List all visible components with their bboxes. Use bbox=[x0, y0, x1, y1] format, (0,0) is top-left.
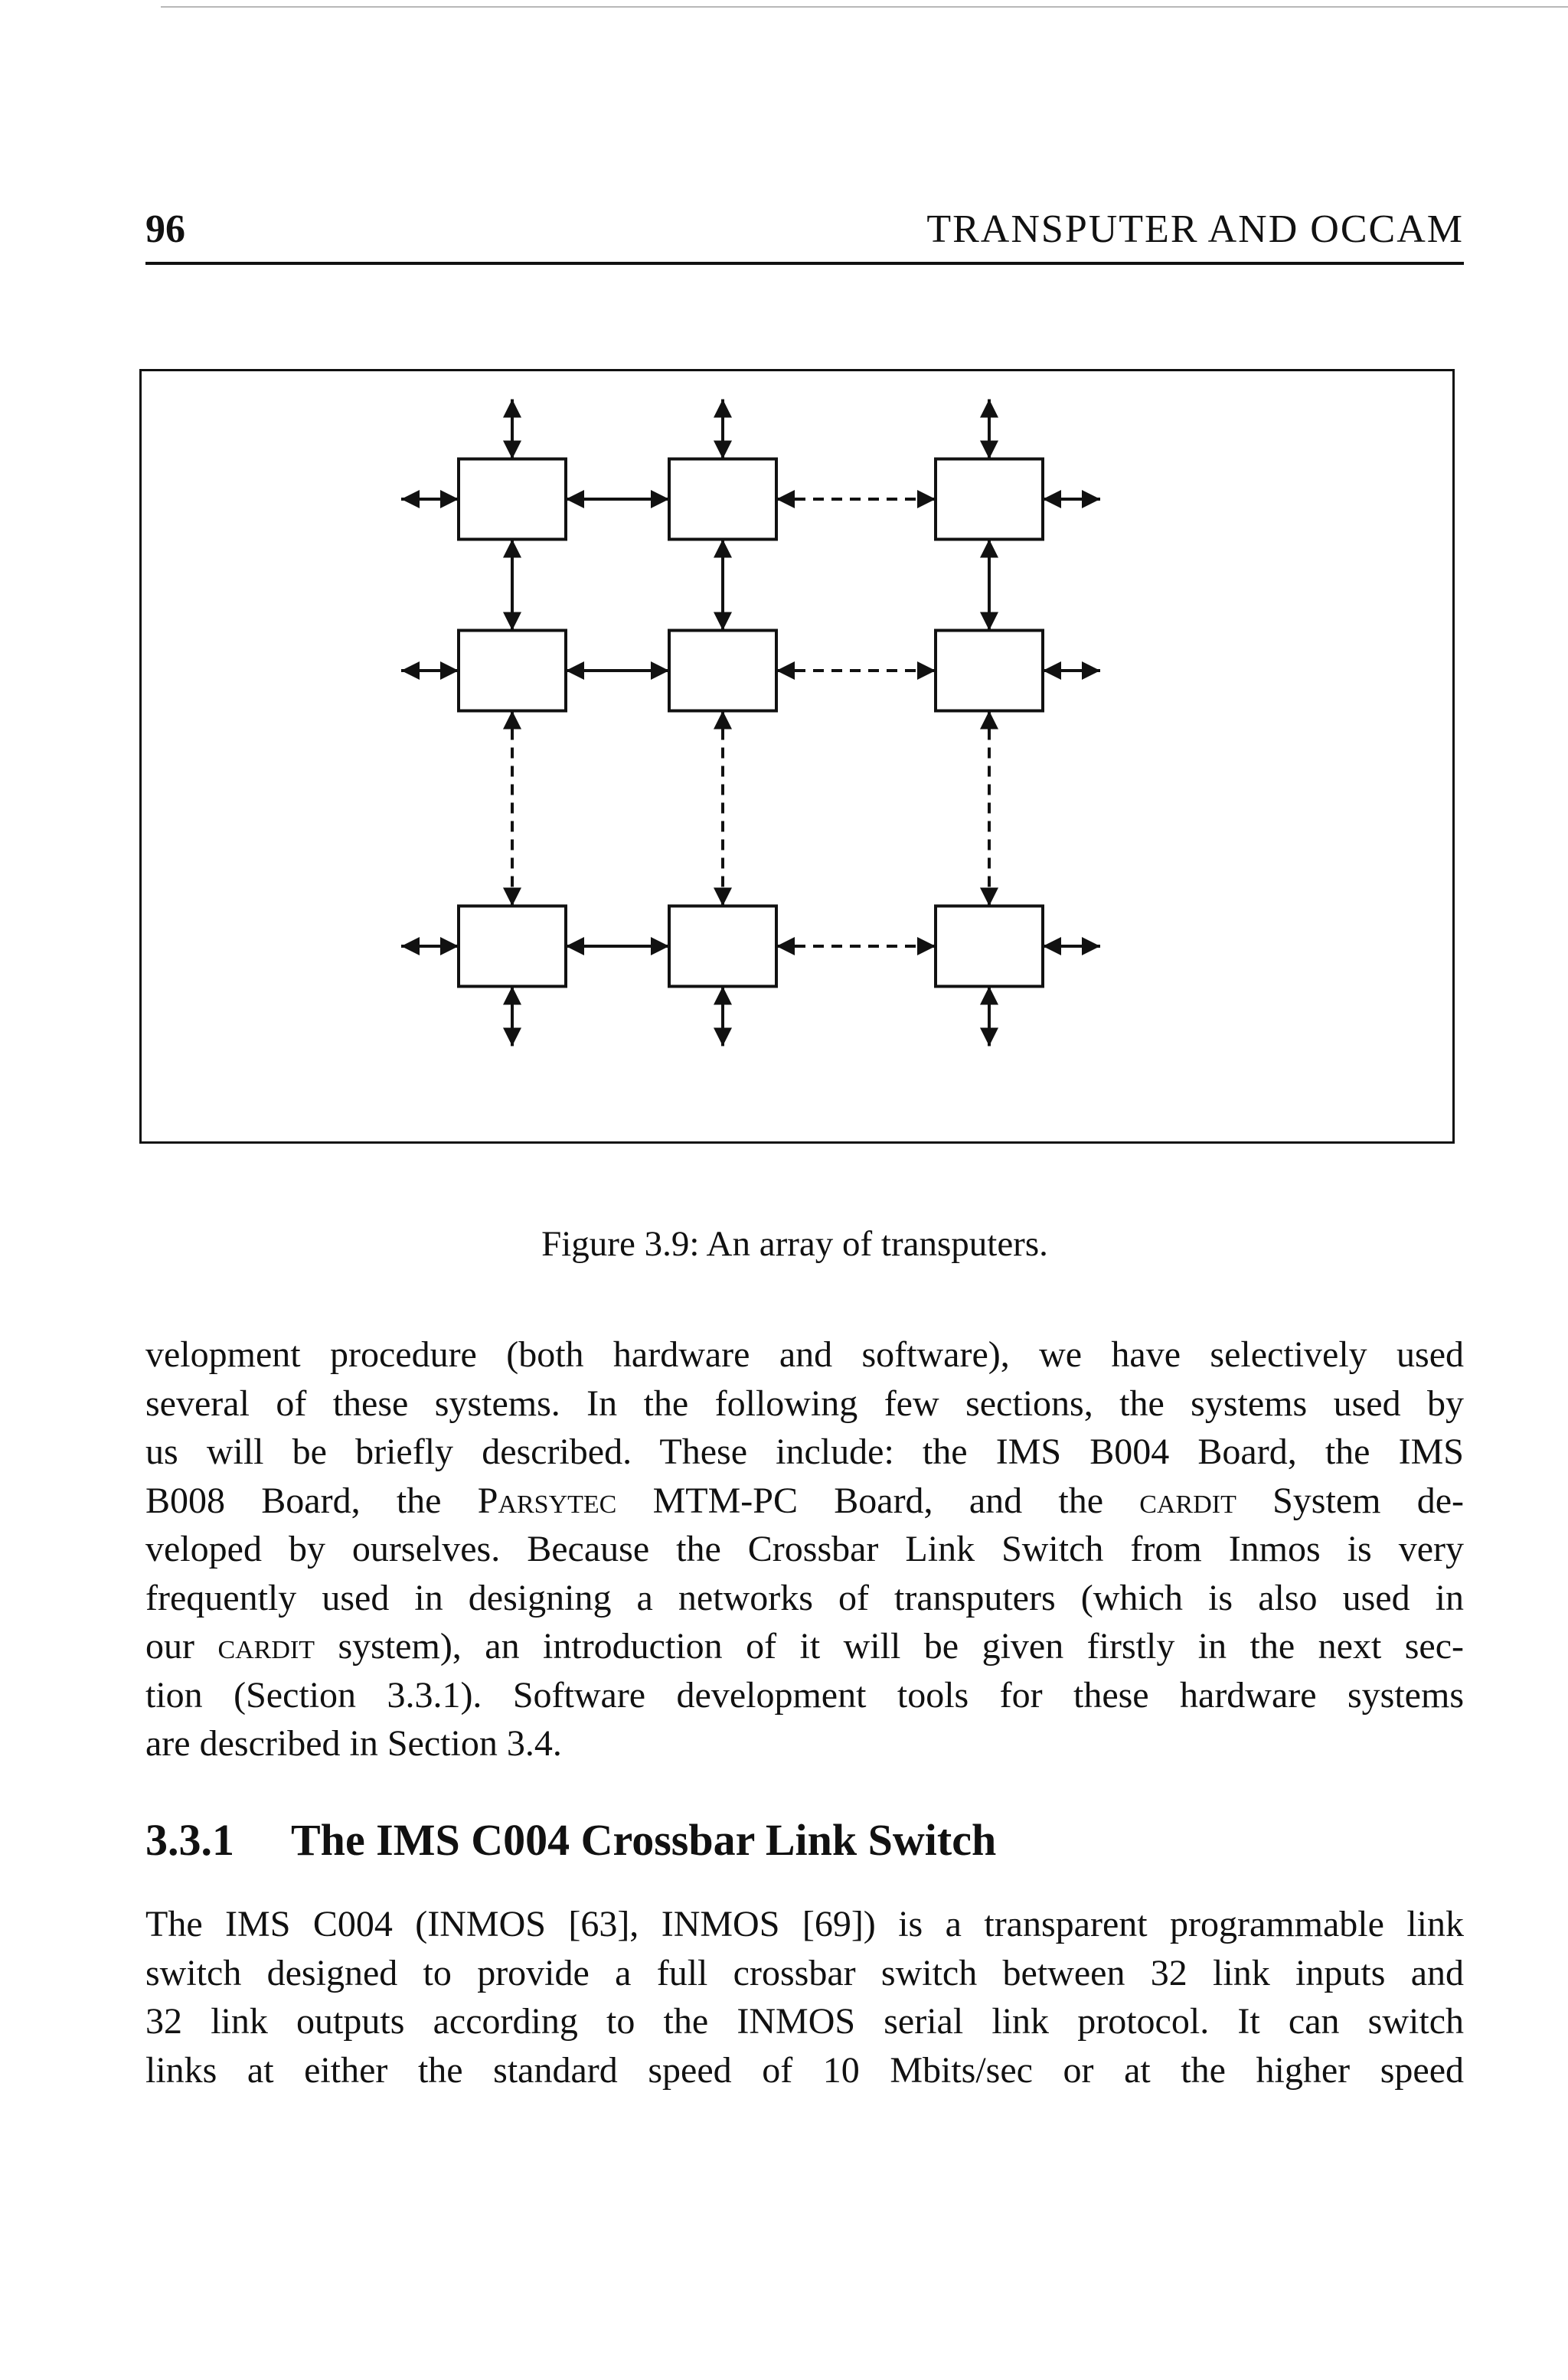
text-line: links at either the standard speed of 10 Mbits/sec or at the higher speed bbox=[145, 2049, 1464, 2091]
text-line: switch designed to provide a full crossbar switch between 32 link inputs and bbox=[145, 1952, 1464, 1993]
figure-caption: Figure 3.9: An array of transputers. bbox=[541, 1224, 1048, 1264]
paragraph-1 bbox=[145, 1330, 1464, 1768]
scan-artifact-line bbox=[161, 6, 1568, 8]
transputer-box bbox=[669, 631, 776, 711]
text-line: us will be briefly described. These include: the IMS B004 Board, the IMS bbox=[145, 1432, 1464, 1472]
text-line: frequently used in designing a networks of transputers (which is also used in bbox=[145, 1577, 1464, 1618]
text-line: The IMS C004 (INMOS [63], INMOS [69]) is a transparent programmable link bbox=[145, 1904, 1464, 1944]
text-line: are described in Section 3.4. bbox=[145, 1723, 562, 1764]
cardit-smallcaps: cardit bbox=[1139, 1480, 1236, 1521]
transputer-box bbox=[669, 459, 776, 540]
transputer-box bbox=[669, 906, 776, 987]
text-line: several of these systems. In the following few sections, the systems used by bbox=[145, 1383, 1464, 1424]
transputer-box bbox=[936, 459, 1043, 540]
section-number: 3.3.1 bbox=[145, 1815, 234, 1865]
transputer-box bbox=[459, 459, 566, 540]
section-heading bbox=[145, 1814, 996, 1866]
running-title: TRANSPUTER AND OCCAM bbox=[926, 207, 1464, 251]
transputer-array-diagram bbox=[142, 371, 1457, 1146]
transputer-box bbox=[936, 906, 1043, 987]
text-line: velopment procedure (both hardware and software), we have selectively used bbox=[145, 1334, 1464, 1375]
text-line: veloped by ourselves. Because the Crossbar Link Switch from Inmos is very bbox=[145, 1529, 1464, 1569]
paragraph-2 bbox=[145, 1900, 1464, 2094]
text-line-mixed: B008 Board, the Parsytec MTM-PC Board, and the cardit System de- bbox=[145, 1480, 1465, 1521]
text-line: tion (Section 3.3.1). Software development tools for these hardware systems bbox=[145, 1674, 1464, 1716]
transputer-box bbox=[459, 631, 566, 711]
cardit-smallcaps: cardit bbox=[217, 1626, 315, 1667]
page-number: 96 bbox=[145, 207, 185, 251]
parsytec-smallcaps: Parsytec bbox=[477, 1480, 617, 1521]
figure-frame bbox=[139, 369, 1455, 1144]
page-header bbox=[145, 201, 1464, 265]
transputer-box bbox=[459, 906, 566, 987]
text-line-mixed: our cardit system), an introduction of it will be given firstly in the next sec- bbox=[145, 1626, 1465, 1667]
transputer-box bbox=[936, 631, 1043, 711]
text-line: 32 link outputs according to the INMOS serial link protocol. It can switch bbox=[145, 2001, 1464, 2042]
section-title: The IMS C004 Crossbar Link Switch bbox=[291, 1815, 997, 1865]
